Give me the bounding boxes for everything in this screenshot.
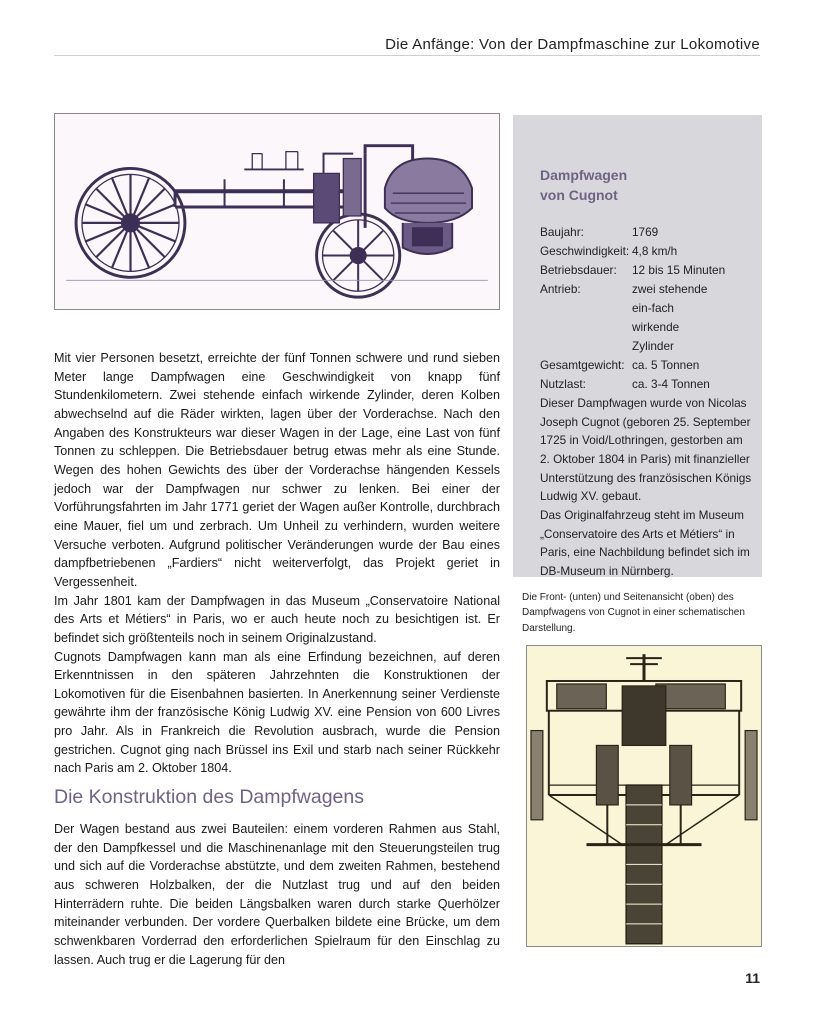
spec-label: Gesamtgewicht:: [540, 358, 625, 372]
spec-value: 4,8 km/h: [632, 244, 678, 258]
sidebar-title-line: Dampfwagen: [540, 167, 628, 183]
spec-value: 1769: [632, 225, 659, 239]
sidebar-title-line: von Cugnot: [540, 187, 618, 203]
page-number: 11: [745, 970, 760, 986]
paragraph: Cugnots Dampfwagen kann man als eine Erfindung bezeichnen, auf deren Erkenntnissen in den späteren Jahrzehnten die Konstruktionen der Lokomotiven für die Eisenbahnen basierten. In Anerkennung seiner Verdienste gewährte ihm der französische König Ludwig XV. eine Pension von 600 Livres pro Jahr. Als in Frankreich die Revolution ausbrach, wurde die Pension gestrichen. Cugnot ging nach Brüssel ins Exil und starb nach seiner Rückkehr nach Paris am 2. Oktober 1804.: [54, 649, 500, 776]
spec-value: zwei stehende ein-fach wirkende Zylinder: [632, 282, 708, 353]
spec-value: ca. 5 Tonnen: [632, 358, 700, 372]
spec-row: [540, 375, 752, 394]
section-heading: Die Konstruktion des Dampfwagens: [54, 786, 364, 808]
sidebar-note: Das Originalfahrzeug steht im Museum „Conservatoire des Arts et Métiers“ in Paris, eine Nachbildung befindet sich im DB-Museum in Nürnberg.: [540, 507, 750, 578]
steam-wagon-side-view-icon: [55, 114, 499, 309]
paragraph: Der Wagen bestand aus zwei Bauteilen: einem vorderen Rahmen aus Stahl, der den Dampfkessel und die Maschinenanlage mit den Steuerungsteilen trug und sich auf die Vorderachse abstützte, und dem zweiten Rahmen, bestehend aus schweren Holzbalken, der die Nutzlast trug und auf den beiden Hinterrädern ruhte. Die beiden Längsbalken waren durch starke Querhölzer miteinander verbunden. Der vordere Querbalken bildete eine Brücke, um dem schwenkbaren Vorderrad den erforderlichen Spielraum für den Einschlag zu lassen. Auch trug er die Lagerung für den: [54, 822, 500, 967]
spec-row: [540, 261, 752, 280]
spec-label: Betriebsdauer:: [540, 263, 617, 277]
figure-caption: Die Front- (unten) und Seitenansicht (oben) des Dampfwagens von Cugnot in einer schematischen Darstellung.: [522, 592, 745, 634]
spec-label: Baujahr:: [540, 225, 584, 239]
spec-value: 12 bis 15 Minuten: [632, 263, 726, 277]
spec-label: Geschwindigkeit:: [540, 244, 630, 258]
header-rule: [54, 55, 760, 56]
spec-value: ca. 3-4 Tonnen: [632, 377, 710, 391]
paragraph: Im Jahr 1801 kam der Dampfwagen in das Museum „Conservatoire National des Arts et Métiers“ in Paris, wo er auch heute noch zu besichtigen ist. Er befindet sich größtenteils noch in seinem Originalzustand.: [54, 593, 500, 645]
section-text: [54, 820, 500, 969]
spec-row: [540, 356, 752, 375]
spec-row: [540, 280, 752, 356]
spec-row: [540, 223, 752, 242]
spec-label: Nutzlast:: [540, 377, 586, 391]
main-text: [54, 349, 500, 778]
sidebar-title: [540, 165, 627, 205]
sidebar-note: Dieser Dampfwagen wurde von Nicolas Joseph Cugnot (geboren 25. September 1725 in Void/Lothringen, gestorben am 2. Oktober 1804 in Paris) mit finanzieller Unterstützung des französischen Königs Ludwig XV. gebaut.: [540, 396, 752, 504]
spec-row: [540, 242, 752, 261]
steam-wagon-front-view-icon: [527, 646, 761, 946]
paragraph: Mit vier Personen besetzt, erreichte der fünf Tonnen schwere und rund sieben Meter lange Dampfwagen eine Geschwindigkeit von knapp fünf Stundenkilometern. Zwei stehende einfach wirkende Zylinder, deren Kolben abwechselnd auf die Räder wirkten, lagen über der Vorderachse. Nach den Angaben des Konstrukteurs war dieser Wagen in der Lage, eine Last von fünf Tonnen zu schleppen. Die Betriebsdauer betrug etwas mehr als eine Stunde. Wegen des hohen Gewichts des über der Vorderachse hängenden Kessels jedoch war der Dampfwagen nur schwer zu lenken. Bei einer der Vorführungsfahrten im Jahr 1771 geriet der Wagen außer Kontrolle, durchbrach eine Mauer, fiel um und zerbrach. Um Unheil zu verhindern, wurden weitere Versuche verboten. Aufgrund politischer Veränderungen wurde der Bau eines dampfbetriebenen „Fardiers“ nicht weiterverfolgt, das Projekt geriet in Vergessenheit.: [54, 351, 500, 589]
spec-label: Antrieb:: [540, 282, 581, 296]
info-sidebar: [513, 115, 762, 577]
front-view-figure: [526, 645, 762, 947]
spec-list: [540, 223, 752, 581]
running-header: Die Anfänge: Von der Dampfmaschine zur Lokomotive: [385, 36, 760, 53]
side-view-figure: [54, 113, 500, 310]
